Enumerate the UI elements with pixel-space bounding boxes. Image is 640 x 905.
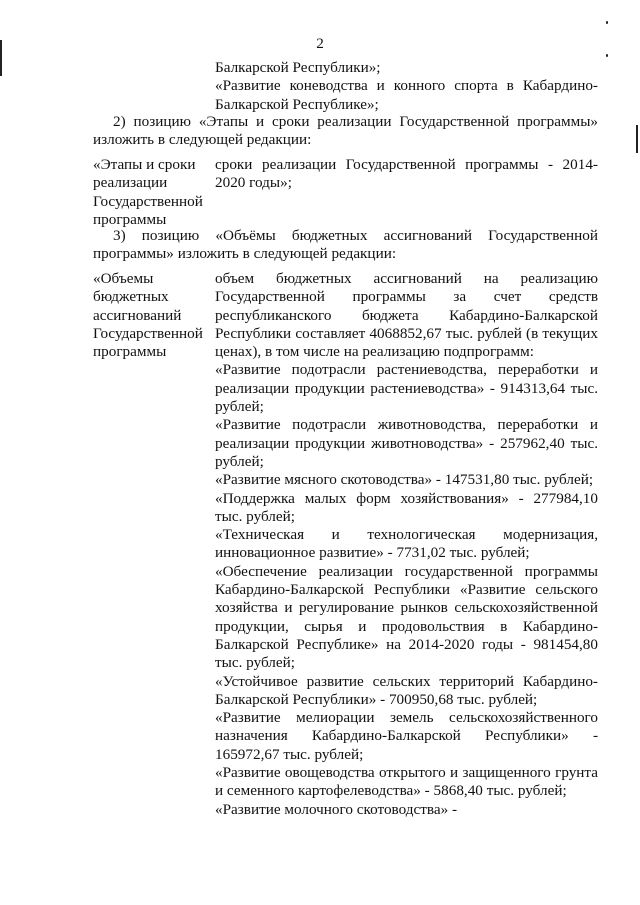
item-3-label: «Объемы бюджетных ассигнований Государственной программы [93,270,203,361]
scan-mark [606,54,608,57]
subprogram-item: «Устойчивое развитие сельских территорий Кабардино-Балкарской Республики» - 700950,68 тыс. рублей; [215,672,598,708]
intro-lines [93,59,598,114]
item-2-value: сроки реализации Государственной программы - 2014-2020 годы»; [215,156,598,192]
subprogram-item: «Развитие мелиорации земель сельскохозяйственного назначения Кабардино-Балкарской Республики» - 165972,67 тыс. рублей; [215,709,598,763]
subprogram-item: «Развитие подотрасли животноводства, переработки и реализации продукции животноводства» - 257962,40 тыс. рублей; [215,416,598,470]
item-2-text: 2) позицию «Этапы и сроки реализации Государственной программы» изложить в следующей редакции: [93,113,598,149]
scan-mark [606,21,608,24]
intro-line: «Развитие коневодства и конного спорта в Кабардино-Балкарской Республике»; [215,77,598,113]
item-3-value [215,270,598,819]
subprogram-item: «Обеспечение реализации государственной программы Кабардино-Балкарской Республики «Развитие сельского хозяйства и регулирование рынков сельскохозяйственной продукции, сырья и продовольствия в Кабардино-Балкарской Республике» на 2014-2020 годы - 981454,80 тыс. рублей; [215,562,598,672]
item-3-value-intro: объем бюджетных ассигнований на реализацию Государственной программы за счет средств республиканского бюджета Кабардино-Балкарской Республики составляет 4068852,67 тыс. рублей (в текущих ценах), в том числе на реализацию подпрограмм: [215,270,598,361]
page-number: 2 [316,35,324,52]
subprogram-item: «Развитие молочного скотоводства» - [215,800,458,818]
subprogram-item: «Развитие овощеводства открытого и защищенного грунта и семенного картофелеводства» - 5868,40 тыс. рублей; [215,764,598,800]
scan-mark [636,125,638,153]
item-2-label: «Этапы и сроки реализации Государственной программы [93,156,203,228]
subprogram-item: «Развитие мясного скотоводства» - 147531,80 тыс. рублей; [215,471,594,489]
scan-mark [0,40,2,76]
item-3-text: 3) позицию «Объёмы бюджетных ассигнований Государственной программы» изложить в следующей редакции: [93,227,598,263]
intro-line: Балкарской Республики»; [215,59,381,76]
subprogram-item: «Техническая и технологическая модернизация, инновационное развитие» - 7731,02 тыс. рублей; [215,526,598,562]
subprogram-item: «Поддержка малых форм хозяйствования» - 277984,10 тыс. рублей; [215,489,598,525]
subprogram-item: «Развитие подотрасли растениеводства, переработки и реализации продукции растениеводства» - 914313,64 тыс. рублей; [215,361,598,416]
